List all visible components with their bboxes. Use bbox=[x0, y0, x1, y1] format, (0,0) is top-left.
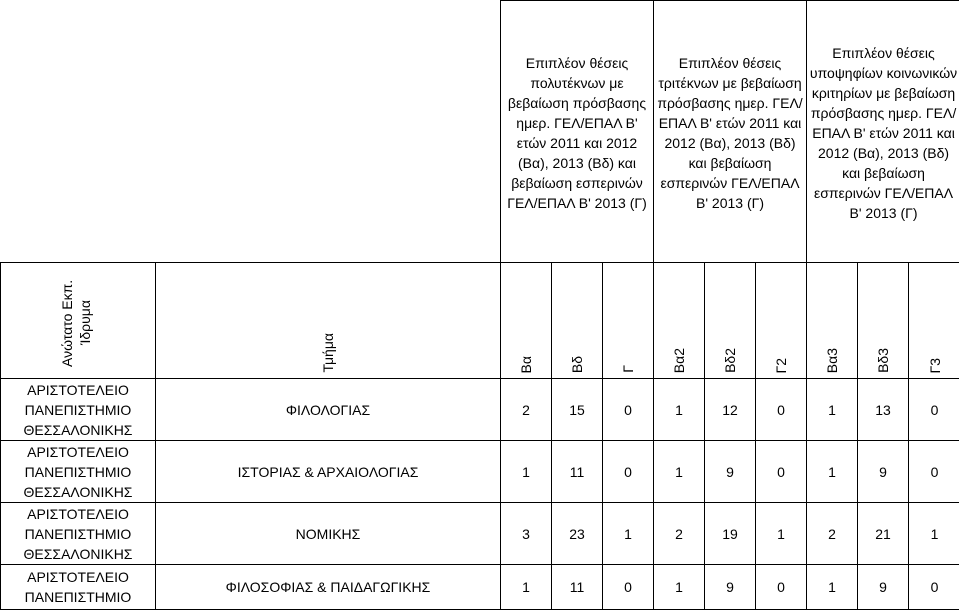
table-row bbox=[1, 503, 959, 565]
group-header-three-children: Επιπλέον θέσεις τριτέκνων με βεβαίωση πρόσβασης ημερ. ΓΕΛ/ΕΠΑΛ Β' ετών 2011 και 2012 (Βα), 2013 (Βδ) και βεβαίωση εσπερινών ΓΕΛ/ΕΠΑΛ Β' 2013 (Γ) bbox=[654, 1, 807, 263]
institution-cell: ΑΡΙΣΤΟΤΕΛΕΙΟ ΠΑΝΕΠΙΣΤΗΜΙΟ ΘΕΣΣΑΛΟΝΙΚΗΣ bbox=[1, 379, 156, 441]
header-col-ba2: Βα2 bbox=[654, 263, 705, 379]
value-cell: 2 bbox=[654, 503, 705, 565]
value-cell: 23 bbox=[552, 503, 603, 565]
value-cell: 12 bbox=[705, 379, 756, 441]
blank-corner bbox=[1, 1, 501, 263]
value-cell: 1 bbox=[501, 565, 552, 610]
header-col-g: Γ bbox=[603, 263, 654, 379]
header-col-g3: Γ3 bbox=[909, 263, 959, 379]
department-cell: ΦΙΛΟΛΟΓΙΑΣ bbox=[156, 379, 501, 441]
value-cell: 0 bbox=[603, 379, 654, 441]
value-cell: 2 bbox=[807, 503, 858, 565]
value-cell: 0 bbox=[909, 565, 959, 610]
value-cell: 19 bbox=[705, 503, 756, 565]
header-col-ba3: Βα3 bbox=[807, 263, 858, 379]
department-cell: ΙΣΤΟΡΙΑΣ & ΑΡΧΑΙΟΛΟΓΙΑΣ bbox=[156, 441, 501, 503]
value-cell: 1 bbox=[756, 503, 807, 565]
value-cell: 0 bbox=[603, 441, 654, 503]
header-col-bd2: Βδ2 bbox=[705, 263, 756, 379]
header-institution: Ανώτατο Εκπ. Ίδρυμα bbox=[1, 263, 156, 379]
value-cell: 2 bbox=[501, 379, 552, 441]
department-cell: ΦΙΛΟΣΟΦΙΑΣ & ΠΑΙΔΑΓΩΓΙΚΗΣ bbox=[156, 565, 501, 610]
value-cell: 1 bbox=[807, 565, 858, 610]
value-cell: 1 bbox=[654, 379, 705, 441]
value-cell: 0 bbox=[756, 379, 807, 441]
group-header-large-families: Επιπλέον θέσεις πολυτέκνων με βεβαίωση πρόσβασης ημερ. ΓΕΛ/ΕΠΑΛ Β' ετών 2011 και 2012 (Βα), 2013 (Βδ) και βεβαίωση εσπερινών ΓΕΛ/ΕΠΑΛ Β' 2013 (Γ) bbox=[501, 1, 654, 263]
group-header-row bbox=[1, 1, 959, 263]
value-cell: 15 bbox=[552, 379, 603, 441]
institution-cell: ΑΡΙΣΤΟΤΕΛΕΙΟ ΠΑΝΕΠΙΣΤΗΜΙΟ ΘΕΣΣΑΛΟΝΙΚΗΣ bbox=[1, 503, 156, 565]
value-cell: 1 bbox=[807, 441, 858, 503]
value-cell: 21 bbox=[858, 503, 909, 565]
value-cell: 0 bbox=[909, 379, 959, 441]
value-cell: 0 bbox=[756, 441, 807, 503]
value-cell: 9 bbox=[858, 441, 909, 503]
value-cell: 3 bbox=[501, 503, 552, 565]
institution-cell: ΑΡΙΣΤΟΤΕΛΕΙΟ ΠΑΝΕΠΙΣΤΗΜΙΟ bbox=[1, 565, 156, 610]
department-cell: ΝΟΜΙΚΗΣ bbox=[156, 503, 501, 565]
value-cell: 0 bbox=[603, 565, 654, 610]
group-header-social-criteria: Επιπλέον θέσεις υποψηφίων κοινωνικών κριτηρίων με βεβαίωση πρόσβασης ημερ. ΓΕΛ/ΕΠΑΛ Β' ετών 2011 και 2012 (Βα), 2013 (Βδ) και βεβαίωση εσπερινών ΓΕΛ/ΕΠΑΛ Β' 2013 (Γ) bbox=[807, 1, 959, 263]
value-cell: 1 bbox=[654, 565, 705, 610]
value-cell: 11 bbox=[552, 565, 603, 610]
value-cell: 13 bbox=[858, 379, 909, 441]
table-row bbox=[1, 565, 959, 610]
table-row bbox=[1, 379, 959, 441]
value-cell: 0 bbox=[909, 441, 959, 503]
value-cell: 9 bbox=[705, 565, 756, 610]
value-cell: 0 bbox=[756, 565, 807, 610]
value-cell: 1 bbox=[603, 503, 654, 565]
header-col-bd3: Βδ3 bbox=[858, 263, 909, 379]
value-cell: 11 bbox=[552, 441, 603, 503]
value-cell: 9 bbox=[705, 441, 756, 503]
header-col-ba: Βα bbox=[501, 263, 552, 379]
value-cell: 1 bbox=[654, 441, 705, 503]
column-header-row bbox=[1, 263, 959, 379]
header-col-g2: Γ2 bbox=[756, 263, 807, 379]
header-department: Τμήμα bbox=[156, 263, 501, 379]
value-cell: 1 bbox=[909, 503, 959, 565]
table-row bbox=[1, 441, 959, 503]
value-cell: 1 bbox=[501, 441, 552, 503]
institution-cell: ΑΡΙΣΤΟΤΕΛΕΙΟ ΠΑΝΕΠΙΣΤΗΜΙΟ ΘΕΣΣΑΛΟΝΙΚΗΣ bbox=[1, 441, 156, 503]
value-cell: 9 bbox=[858, 565, 909, 610]
header-col-bd: Βδ bbox=[552, 263, 603, 379]
value-cell: 1 bbox=[807, 379, 858, 441]
